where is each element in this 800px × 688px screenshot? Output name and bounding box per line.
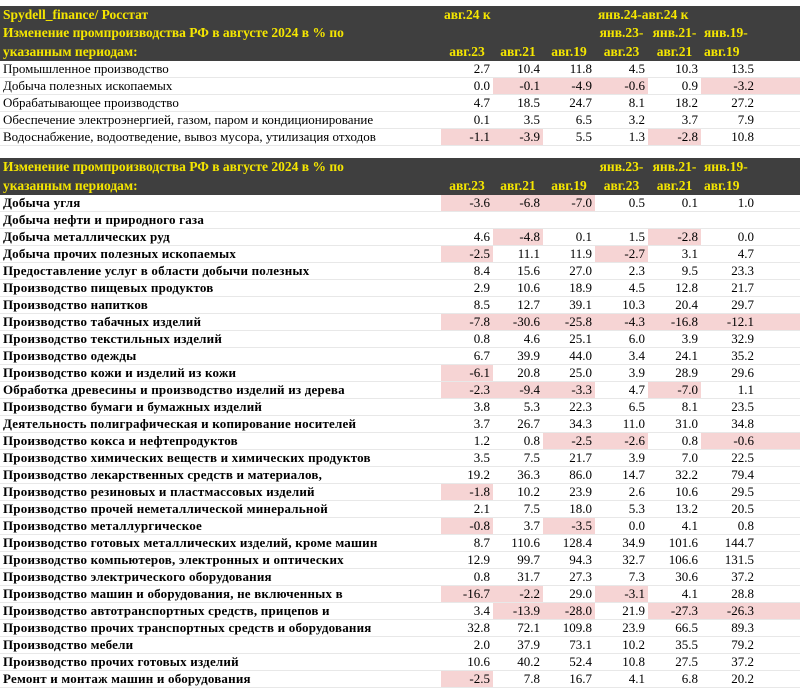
source-label: Spydell_finance/ Росстат [0,6,441,23]
row-label: Производство химических веществ и химических продуктов [0,450,441,467]
cell-value: 11.9 [543,246,595,263]
cell-value: 4.5 [595,280,648,297]
row-label: Производство одежды [0,348,441,365]
table-row [0,467,800,484]
cell-value: 32.9 [701,331,800,348]
cell-value: 3.7 [441,416,493,433]
col-header: авг.23 [441,176,493,195]
cell-value: 7.0 [648,450,701,467]
col-header-top: янв.21- [648,158,701,176]
cell-value: 106.6 [648,552,701,569]
row-label: Производство мебели [0,637,441,654]
cell-value: -2.3 [441,382,493,399]
cell-value: 73.1 [543,637,595,654]
table-row [0,314,800,331]
cell-value: -27.3 [648,603,701,620]
cell-value: -7.0 [648,382,701,399]
cell-value: -3.5 [543,518,595,535]
row-label: Добыча полезных ископаемых [0,78,441,95]
table-row [0,129,800,146]
cell-value: 14.7 [595,467,648,484]
cell-value: 4.1 [648,586,701,603]
cell-value: 35.2 [701,348,800,365]
cell-value: 131.5 [701,552,800,569]
cell-value: 24.7 [543,95,595,112]
row-label: Производство готовых металлических изделий, кроме машин [0,535,441,552]
cell-value: 37.2 [701,569,800,586]
cell-value: -2.5 [543,433,595,450]
cell-value: 8.1 [648,399,701,416]
col-header: авг.19 [543,176,595,195]
table-row [0,263,800,280]
col-header: авг.23 [595,176,648,195]
cell-value: 18.0 [543,501,595,518]
cell-value: 66.5 [648,620,701,637]
cell-value: 18.9 [543,280,595,297]
table-row [0,348,800,365]
cell-value: 12.8 [648,280,701,297]
cell-value: 34.9 [595,535,648,552]
cell-value: 1.2 [441,433,493,450]
table-row [0,450,800,467]
cell-value: -13.9 [493,603,543,620]
cell-value: 7.8 [493,671,543,688]
col-header: авг.19 [701,42,800,61]
cell-value: 18.5 [493,95,543,112]
cell-value: 21.7 [701,280,800,297]
col-header: авг.21 [648,176,701,195]
col-header: авг.21 [493,42,543,61]
cell-value: 10.3 [648,61,701,78]
cell-value: -3.1 [595,586,648,603]
cell-value: 40.2 [493,654,543,671]
cell-value: 4.6 [441,229,493,246]
cell-value [441,212,493,229]
table-row [0,382,800,399]
row-label: Производство табачных изделий [0,314,441,331]
row-label: Производство электрического оборудования [0,569,441,586]
cell-value: 1.3 [595,129,648,146]
table-row [0,535,800,552]
cell-value: 4.7 [595,382,648,399]
row-label: Производство напитков [0,297,441,314]
col-header: авг.23 [595,42,648,61]
cell-value: 24.1 [648,348,701,365]
cell-value: 0.9 [648,78,701,95]
table-row [0,195,800,212]
cell-value: -7.0 [543,195,595,212]
cell-value: -25.8 [543,314,595,331]
cell-value: 101.6 [648,535,701,552]
row-label: Производство металлургическое [0,518,441,535]
row-label: Обрабатывающее производство [0,95,441,112]
cell-value: -2.7 [595,246,648,263]
table-row [0,212,800,229]
cell-value: 5.5 [543,129,595,146]
cell-value: 1.5 [595,229,648,246]
cell-value: 23.9 [595,620,648,637]
cell-value: -3.2 [701,78,800,95]
col-header-top: янв.19- [701,158,800,176]
cell-value [493,212,543,229]
cell-value: 37.2 [701,654,800,671]
cell-value [543,212,595,229]
cell-value: -2.6 [595,433,648,450]
cell-value: -4.9 [543,78,595,95]
cell-value: 34.3 [543,416,595,433]
cell-value: 10.6 [441,654,493,671]
cell-value: 10.3 [595,297,648,314]
table-row [0,603,800,620]
cell-value: 5.3 [493,399,543,416]
cell-value [648,212,701,229]
cell-value: 0.1 [648,195,701,212]
cell-value: 11.0 [595,416,648,433]
cell-value: 1.1 [701,382,800,399]
cell-value: 7.9 [701,112,800,129]
cell-value: 2.7 [441,61,493,78]
table-row [0,637,800,654]
cell-value: 39.9 [493,348,543,365]
col-header: авг.21 [648,42,701,61]
cell-value: 8.4 [441,263,493,280]
cell-value: 0.0 [441,78,493,95]
cell-value: -0.1 [493,78,543,95]
cell-value: 28.8 [701,586,800,603]
table-row [0,78,800,95]
cell-value: 12.7 [493,297,543,314]
cell-value: 9.5 [648,263,701,280]
cell-value: 4.5 [595,61,648,78]
cell-value: 25.1 [543,331,595,348]
table-row [0,112,800,129]
cell-value: 3.9 [595,365,648,382]
row-label: Предоставление услуг в области добычи полезных [0,263,441,280]
cell-value: 11.8 [543,61,595,78]
row-label: Производство лекарственных средств и материалов, [0,467,441,484]
row-label: Производство компьютеров, электронных и оптических [0,552,441,569]
cell-value: 25.0 [543,365,595,382]
col-header: авг.19 [701,176,800,195]
cell-value: 22.3 [543,399,595,416]
cell-value: -0.6 [701,433,800,450]
cell-value: 29.7 [701,297,800,314]
cell-value: -30.6 [493,314,543,331]
cell-value: -9.4 [493,382,543,399]
cell-value: 22.5 [701,450,800,467]
cell-value: -2.8 [648,129,701,146]
row-label: Деятельность полиграфическая и копирование носителей [0,416,441,433]
cell-value: 0.0 [595,518,648,535]
cell-value: 10.8 [595,654,648,671]
cell-value: -16.8 [648,314,701,331]
industry-table [0,158,800,688]
cell-value: -6.1 [441,365,493,382]
cell-value: 110.6 [493,535,543,552]
cell-value: 10.2 [595,637,648,654]
cell-value: 79.2 [701,637,800,654]
row-label: Добыча угля [0,195,441,212]
row-label: Обработка древесины и производство изделий из дерева [0,382,441,399]
cell-value: 27.5 [648,654,701,671]
cell-value: 3.1 [648,246,701,263]
cell-value: 2.3 [595,263,648,280]
cell-value: 29.0 [543,586,595,603]
cell-value: -4.3 [595,314,648,331]
cell-value: 35.5 [648,637,701,654]
cell-value: -2.5 [441,246,493,263]
cell-value: 10.2 [493,484,543,501]
cell-value: 21.9 [595,603,648,620]
table-row [0,552,800,569]
table-title-line2: указанным периодам: [0,42,441,61]
cell-value: -3.9 [493,129,543,146]
col-header-top: янв.23- [595,158,648,176]
cell-value: -2.5 [441,671,493,688]
cell-value: 89.3 [701,620,800,637]
cell-value: 27.0 [543,263,595,280]
row-label: Производство прочей неметаллической минеральной [0,501,441,518]
row-label: Водоснабжение, водоотведение, вывоз мусора, утилизация отходов [0,129,441,146]
cell-value: 4.6 [493,331,543,348]
table-row [0,246,800,263]
table-row [0,433,800,450]
row-label: Производство резиновых и пластмассовых изделий [0,484,441,501]
col-header: авг.21 [493,176,543,195]
cell-value: 94.3 [543,552,595,569]
col-header-top: янв.19- [701,23,800,42]
cell-value: 4.1 [595,671,648,688]
table-title-line1: Изменение промпроизводства РФ в августе 2024 в % по [0,23,441,42]
cell-value: 10.6 [493,280,543,297]
cell-value: 2.9 [441,280,493,297]
table-row [0,331,800,348]
cell-value: 0.1 [441,112,493,129]
cell-value: 26.7 [493,416,543,433]
period-group-2: янв.24-авг.24 к [595,6,800,23]
cell-value: 8.1 [595,95,648,112]
cell-value: 109.8 [543,620,595,637]
cell-value: -4.8 [493,229,543,246]
cell-value: 18.2 [648,95,701,112]
period-group-1: авг.24 к [441,6,595,23]
cell-value: 0.8 [493,433,543,450]
cell-value [595,212,648,229]
cell-value: -0.8 [441,518,493,535]
cell-value: -3.3 [543,382,595,399]
cell-value: -6.8 [493,195,543,212]
cell-value: 3.7 [493,518,543,535]
row-label: Производство прочих готовых изделий [0,654,441,671]
table-row [0,586,800,603]
cell-value: 0.8 [441,331,493,348]
row-label: Производство автотранспортных средств, прицепов и [0,603,441,620]
cell-value: 34.8 [701,416,800,433]
row-label: Добыча нефти и природного газа [0,212,441,229]
cell-value: 30.6 [648,569,701,586]
table-row [0,416,800,433]
table-row [0,569,800,586]
cell-value: 3.4 [595,348,648,365]
cell-value: 27.2 [701,95,800,112]
cell-value: 52.4 [543,654,595,671]
cell-value: -1.8 [441,484,493,501]
cell-value: 39.1 [543,297,595,314]
cell-value: 5.3 [595,501,648,518]
table-row [0,654,800,671]
col-header-top: янв.23- [595,23,648,42]
cell-value: 23.5 [701,399,800,416]
table-row [0,501,800,518]
cell-value: 99.7 [493,552,543,569]
cell-value: 144.7 [701,535,800,552]
cell-value: 8.7 [441,535,493,552]
cell-value: -7.8 [441,314,493,331]
cell-value: 4.7 [701,246,800,263]
cell-value: 19.2 [441,467,493,484]
cell-value: 3.7 [648,112,701,129]
table-title-line2: указанным периодам: [0,176,441,195]
cell-value: 31.7 [493,569,543,586]
cell-value: 20.4 [648,297,701,314]
cell-value: 15.6 [493,263,543,280]
cell-value: 0.1 [543,229,595,246]
row-label: Производство бумаги и бумажных изделий [0,399,441,416]
col-header: авг.19 [543,42,595,61]
cell-value [701,212,800,229]
cell-value: 3.4 [441,603,493,620]
cell-value: 72.1 [493,620,543,637]
cell-value: 3.9 [595,450,648,467]
row-label: Добыча прочих полезных ископаемых [0,246,441,263]
cell-value: 3.5 [493,112,543,129]
cell-value: 2.6 [595,484,648,501]
cell-value: 6.8 [648,671,701,688]
cell-value: 10.8 [701,129,800,146]
cell-value: 4.1 [648,518,701,535]
cell-value: 21.7 [543,450,595,467]
cell-value: 44.0 [543,348,595,365]
cell-value: 2.1 [441,501,493,518]
cell-value: 86.0 [543,467,595,484]
cell-value: -16.7 [441,586,493,603]
cell-value: -1.1 [441,129,493,146]
cell-value: 32.8 [441,620,493,637]
row-label: Обеспечение электроэнергией, газом, паром и кондиционирование [0,112,441,129]
table-title-line1: Изменение промпроизводства РФ в августе 2024 в % по [0,158,441,176]
cell-value: 28.9 [648,365,701,382]
cell-value: 23.3 [701,263,800,280]
cell-value: 16.7 [543,671,595,688]
cell-value: 0.8 [701,518,800,535]
table-row [0,61,800,78]
row-label: Производство текстильных изделий [0,331,441,348]
row-label: Добыча металлических руд [0,229,441,246]
cell-value: 0.8 [441,569,493,586]
cell-value: 0.5 [595,195,648,212]
table-row [0,484,800,501]
cell-value: 6.0 [595,331,648,348]
table-row [0,297,800,314]
cell-value: 1.0 [701,195,800,212]
cell-value: 20.8 [493,365,543,382]
row-label: Ремонт и монтаж машин и оборудования [0,671,441,688]
table-row [0,671,800,688]
cell-value: 7.5 [493,501,543,518]
table-row [0,518,800,535]
row-label: Производство кожи и изделий из кожи [0,365,441,382]
cell-value: -3.6 [441,195,493,212]
row-label: Производство пищевых продуктов [0,280,441,297]
cell-value: -26.3 [701,603,800,620]
cell-value: 0.8 [648,433,701,450]
cell-value: 31.0 [648,416,701,433]
cell-value: 6.7 [441,348,493,365]
cell-value: 20.5 [701,501,800,518]
cell-value: 8.5 [441,297,493,314]
col-header-top: янв.21- [648,23,701,42]
cell-value: 128.4 [543,535,595,552]
table-row [0,280,800,297]
cell-value: 3.2 [595,112,648,129]
cell-value: 3.5 [441,450,493,467]
cell-value: 6.5 [595,399,648,416]
cell-value: -28.0 [543,603,595,620]
table-row [0,95,800,112]
cell-value: 13.2 [648,501,701,518]
cell-value: 3.8 [441,399,493,416]
row-label: Производство кокса и нефтепродуктов [0,433,441,450]
cell-value: 4.7 [441,95,493,112]
row-label: Промышленное производство [0,61,441,78]
cell-value: 12.9 [441,552,493,569]
col-header: авг.23 [441,42,493,61]
cell-value: 27.3 [543,569,595,586]
summary-table [0,6,800,146]
cell-value: 29.5 [701,484,800,501]
row-label: Производство машин и оборудования, не включенных в [0,586,441,603]
cell-value: 7.3 [595,569,648,586]
cell-value: 2.0 [441,637,493,654]
cell-value: 36.3 [493,467,543,484]
table-row [0,229,800,246]
cell-value: 6.5 [543,112,595,129]
table-row [0,620,800,637]
table-row [0,399,800,416]
cell-value: -0.6 [595,78,648,95]
cell-value: 7.5 [493,450,543,467]
row-label: Производство прочих транспортных средств и оборудования [0,620,441,637]
cell-value: 32.2 [648,467,701,484]
cell-value: 10.6 [648,484,701,501]
cell-value: 23.9 [543,484,595,501]
cell-value: 13.5 [701,61,800,78]
cell-value: 20.2 [701,671,800,688]
cell-value: -2.8 [648,229,701,246]
cell-value: 10.4 [493,61,543,78]
cell-value: 29.6 [701,365,800,382]
cell-value: 3.9 [648,331,701,348]
cell-value: -12.1 [701,314,800,331]
cell-value: 0.0 [701,229,800,246]
cell-value: -2.2 [493,586,543,603]
cell-value: 32.7 [595,552,648,569]
cell-value: 11.1 [493,246,543,263]
cell-value: 37.9 [493,637,543,654]
cell-value: 79.4 [701,467,800,484]
table-row [0,365,800,382]
